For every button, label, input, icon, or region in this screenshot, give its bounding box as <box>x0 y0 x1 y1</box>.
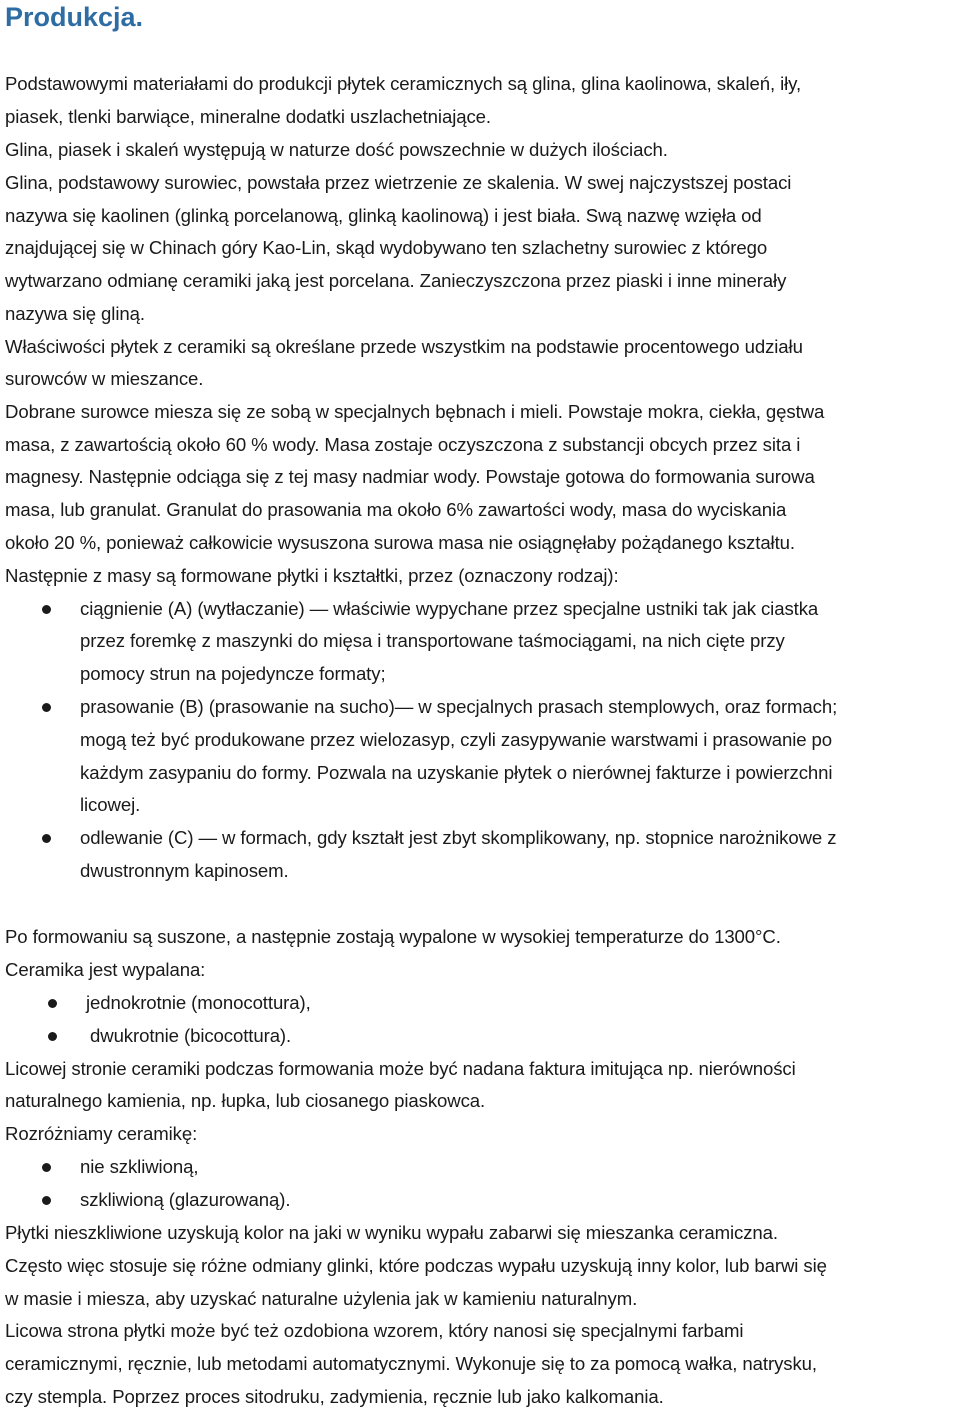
list-item: ciągnienie (A) (wytłaczanie) — właściwie wypychane przez specjalne ustniki tak jak ciastka <box>80 598 819 619</box>
bullet-icon <box>42 1196 51 1205</box>
bullet-icon <box>42 834 51 843</box>
text-line: Następnie z masy są formowane płytki i kształtki, przez (oznaczony rodzaj): <box>5 565 619 586</box>
text-line: Licowa strona płytki może być też ozdobiona wzorem, który nanosi się specjalnymi farbami <box>5 1320 744 1341</box>
list-item: dwustronnym kapinosem. <box>80 860 289 881</box>
text-line: Po formowaniu są suszone, a następnie zostają wypalone w wysokiej temperaturze do 1300°C. <box>5 926 781 947</box>
page-title: Produkcja. <box>5 2 144 32</box>
text-line: około 20 %, ponieważ całkowicie wysuszona surowa masa nie osiągnęłaby pożądanego kształtu. <box>5 532 795 553</box>
text-line: nazywa się kaolinen (glinką porcelanową, glinką kaolinową) i jest biała. Swą nazwę wzięła od <box>5 205 762 226</box>
text-line: nazywa się gliną. <box>5 303 145 324</box>
text-line: Dobrane surowce miesza się ze sobą w specjalnych bębnach i mieli. Powstaje mokra, ciekła, gęstwa <box>5 401 825 422</box>
text-line: znajdującej się w Chinach góry Kao-Lin, skąd wydobywano ten szlachetny surowiec z którego <box>5 237 768 258</box>
list-item: przez foremkę z maszynki do mięsa i transportowane taśmociągami, na nich cięte przy <box>80 630 785 651</box>
bullet-icon <box>42 1163 51 1172</box>
bullet-icon <box>48 1032 57 1041</box>
text-line: Ceramika jest wypalana: <box>5 959 206 980</box>
text-line: w masie i miesza, aby uzyskać naturalne użylenia jak w kamieniu naturalnym. <box>5 1288 638 1309</box>
bullet-icon <box>48 999 57 1008</box>
text-line: ceramicznymi, ręcznie, lub metodami automatycznymi. Wykonuje się to za pomocą wałka, natrysku, <box>5 1353 817 1374</box>
list-item: dwukrotnie (bicocottura). <box>90 1025 292 1046</box>
text-line: Glina, podstawowy surowiec, powstała przez wietrzenie ze skalenia. W swej najczystszej postaci <box>5 172 792 193</box>
list-item: nie szkliwioną, <box>80 1156 199 1177</box>
text-line: wytwarzano odmianę ceramiki jaką jest porcelana. Zanieczyszczona przez piaski i inne minerały <box>5 270 787 291</box>
list-item: licowej. <box>80 794 141 815</box>
text-line: Płytki nieszkliwione uzyskują kolor na jaki w wyniku wypału zabarwi się mieszanka ceramiczna. <box>5 1222 778 1243</box>
list-item: jednokrotnie (monocottura), <box>86 992 311 1013</box>
text-line: Często więc stosuje się różne odmiany glinki, które podczas wypału uzyskują inny kolor, lub barwi się <box>5 1255 827 1276</box>
list-item: szkliwioną (glazurowaną). <box>80 1189 291 1210</box>
bullet-icon <box>42 605 51 614</box>
text-line: Glina, piasek i skaleń występują w naturze dość powszechnie w dużych ilościach. <box>5 139 668 160</box>
text-line: surowców w mieszance. <box>5 368 204 389</box>
text-line: Właściwości płytek z ceramiki są określane przede wszystkim na podstawie procentowego udziału <box>5 336 803 357</box>
text-line: naturalnego kamienia, np. łupka, lub ciosanego piaskowca. <box>5 1090 486 1111</box>
list-item: odlewanie (C) — w formach, gdy kształt jest zbyt skomplikowany, np. stopnice narożnikowe z <box>80 827 837 848</box>
text-line: Podstawowymi materiałami do produkcji płytek ceramicznych są glina, glina kaolinowa, skaleń, iły, <box>5 73 802 94</box>
text-line: masa, lub granulat. Granulat do prasowania ma około 6% zawartości wody, masa do wyciskania <box>5 499 787 520</box>
text-line: piasek, tlenki barwiące, mineralne dodatki uszlachetniające. <box>5 106 491 127</box>
text-line: Rozróżniamy ceramikę: <box>5 1123 198 1144</box>
bullet-icon <box>42 703 51 712</box>
list-item: pomocy strun na pojedyncze formaty; <box>80 663 386 684</box>
list-item: mogą też być produkowane przez wielozasyp, czyli zasypywanie warstwami i prasowanie po <box>80 729 833 750</box>
list-item: każdym zasypaniu do formy. Pozwala na uzyskanie płytek o nierównej fakturze i powierzchni <box>80 762 833 783</box>
text-line: czy stempla. Poprzez proces sitodruku, zadymienia, ręcznie lub jako kalkomania. <box>5 1386 664 1407</box>
list-item: prasowanie (B) (prasowanie na sucho)— w specjalnych prasach stemplowych, oraz formach; <box>80 696 838 717</box>
text-line: masa, z zawartością około 60 % wody. Masa zostaje oczyszczona z substancji obcych przez sita i <box>5 434 801 455</box>
text-line: Licowej stronie ceramiki podczas formowania może być nadana faktura imitująca np. nierówności <box>5 1058 796 1079</box>
text-line: magnesy. Następnie odciąga się z tej masy nadmiar wody. Powstaje gotowa do formowania surowa <box>5 466 815 487</box>
